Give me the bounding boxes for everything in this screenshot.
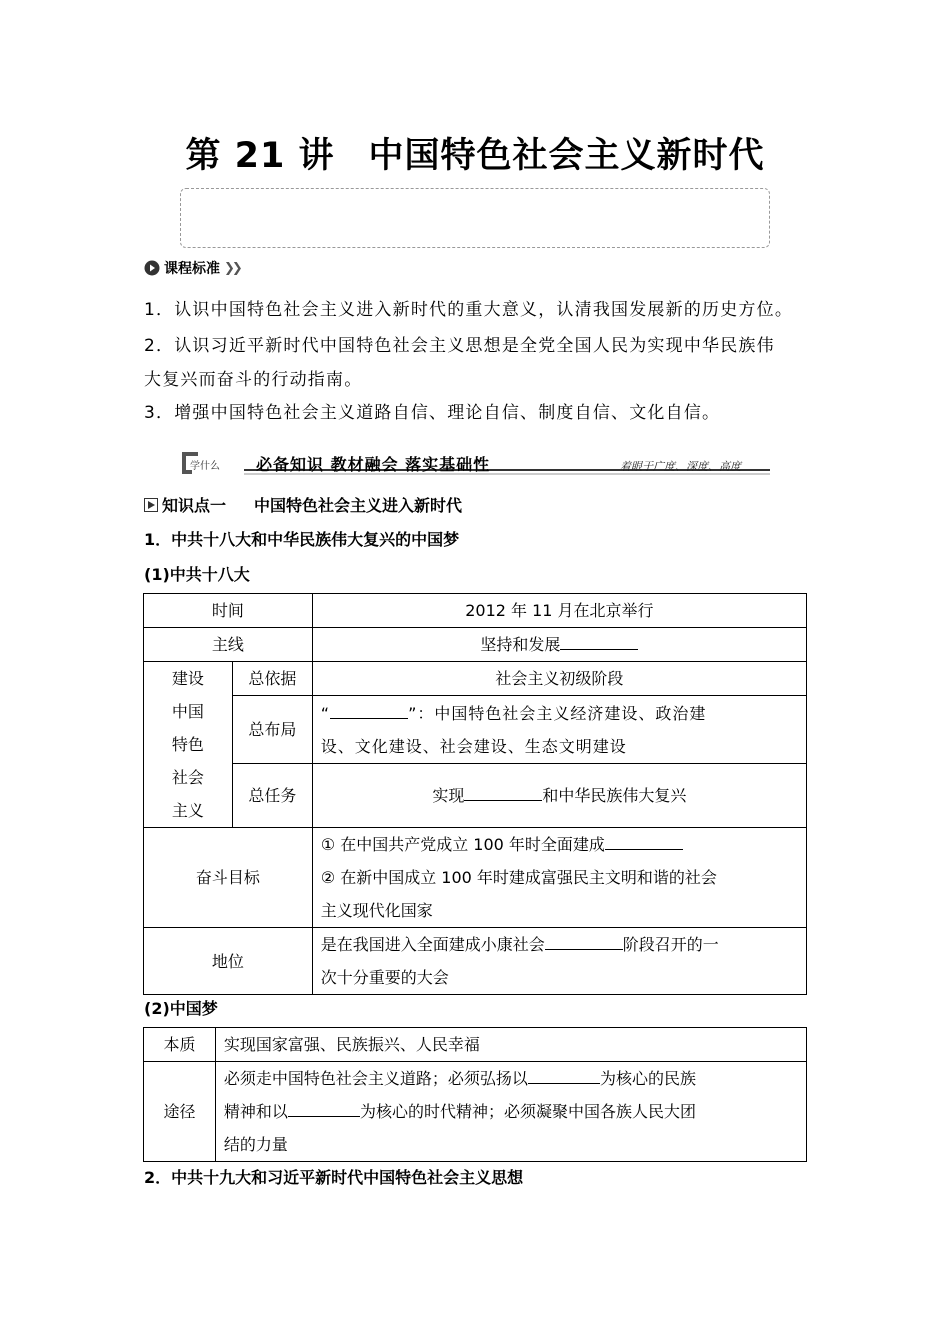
- chinese-dream-table: [143, 1027, 807, 1162]
- double-chevron-icon: ❯❯: [224, 260, 240, 276]
- cell-task-label: 总任务: [232, 764, 312, 828]
- cell-group-label: 建设 中国 特色 社会 主义: [144, 662, 233, 828]
- standard-item-2-cont: 大复兴而奋斗的行动指南。: [144, 370, 363, 390]
- cell-time-label: 时间: [144, 594, 313, 628]
- fill-blank[interactable]: [528, 1065, 600, 1084]
- cell-mainline-value: 坚持和发展: [312, 628, 806, 662]
- cell-layout-value: “ ”：中国特色社会主义经济建设、政治建 设、文化建设、社会建设、生态文明建设: [312, 696, 806, 764]
- banner-title: 必备知识 教材融会 落实基础性: [256, 455, 491, 474]
- table-row: [144, 696, 807, 764]
- fill-blank[interactable]: [288, 1098, 360, 1117]
- table-row: [144, 628, 807, 662]
- table-row: [144, 594, 807, 628]
- section1-sub1: (1)中共十八大: [144, 565, 250, 584]
- fill-blank[interactable]: [545, 931, 623, 950]
- section1-sub2: (2)中国梦: [144, 999, 218, 1018]
- play-circle-icon: [144, 260, 160, 276]
- standard-item-3: 3．增强中国特色社会主义道路自信、理论自信、制度自信、文化自信。: [144, 403, 721, 423]
- table-row: [144, 1062, 807, 1162]
- standard-item-2: 2．认识习近平新时代中国特色社会主义思想是全党全国人民为实现中华民族伟: [144, 336, 775, 356]
- cell-essence-value: 实现国家富强、民族振兴、人民幸福: [215, 1028, 806, 1062]
- cell-task-value: 实现 和中华民族伟大复兴: [312, 764, 806, 828]
- knowledge-point-heading: 知识点一 中国特色社会主义进入新时代: [144, 493, 462, 516]
- cell-path-value: 必须走中国特色社会主义道路；必须弘扬以 为核心的民族 精神和以 为核心的时代精神；必须凝聚中国各族人民大团 结的力量: [215, 1062, 806, 1162]
- cell-goal-label: 奋斗目标: [144, 828, 313, 928]
- cell-mainline-label: 主线: [144, 628, 313, 662]
- course-standard-label: 课程标准 ❯❯: [144, 259, 240, 277]
- cell-time-value: 2012 年 11 月在北京举行: [312, 594, 806, 628]
- table-row: [144, 662, 807, 696]
- empty-dashed-box: [180, 188, 770, 248]
- banner-subtitle: 着眼于广度、深度、高度: [620, 460, 741, 473]
- banner-logo: 学什么: [190, 461, 220, 472]
- cell-status-value: 是在我国进入全面建成小康社会 阶段召开的一 次十分重要的大会: [312, 928, 806, 995]
- cell-basis-label: 总依据: [232, 662, 312, 696]
- lesson-number: 第 21 讲: [185, 136, 335, 176]
- lesson-title: 中国特色社会主义新时代: [368, 136, 765, 176]
- cell-status-label: 地位: [144, 928, 313, 995]
- page-title: [0, 128, 950, 178]
- cell-path-label: 途径: [144, 1062, 216, 1162]
- fill-blank[interactable]: [464, 782, 542, 801]
- table-row: [144, 764, 807, 828]
- cell-layout-label: 总布局: [232, 696, 312, 764]
- standard-item-1: 1．认识中国特色社会主义进入新时代的重大意义，认清我国发展新的历史方位。: [144, 300, 794, 320]
- section1-heading: 1．中共十八大和中华民族伟大复兴的中国梦: [144, 530, 460, 549]
- cell-essence-label: 本质: [144, 1028, 216, 1062]
- fill-blank[interactable]: [560, 631, 638, 650]
- table-row: [144, 928, 807, 995]
- fill-blank[interactable]: [605, 831, 683, 850]
- section2-heading: 2．中共十九大和习近平新时代中国特色社会主义思想: [144, 1168, 524, 1187]
- fill-blank[interactable]: [330, 700, 408, 719]
- table-row: [144, 1028, 807, 1062]
- cell-goal-value: ① 在中国共产党成立 100 年时全面建成 ② 在新中国成立 100 年时建成富强民主文明和谐的社会 主义现代化国家: [312, 828, 806, 928]
- table-row: [144, 828, 807, 928]
- cell-basis-value: 社会主义初级阶段: [312, 662, 806, 696]
- play-square-icon: [144, 498, 158, 512]
- eighteenth-congress-table: [143, 593, 807, 995]
